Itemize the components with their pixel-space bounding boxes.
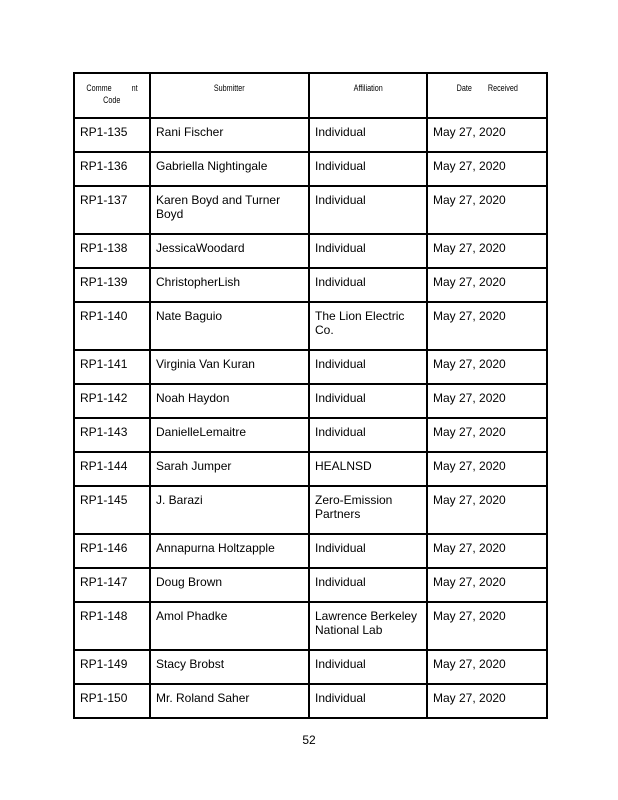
affiliation-cell: Individual xyxy=(309,186,427,234)
header-date-label: Date Received xyxy=(456,83,518,93)
comment-code-cell: RP1-145 xyxy=(74,486,150,534)
date-received-cell: May 27, 2020 xyxy=(427,568,547,602)
affiliation-cell: Individual xyxy=(309,384,427,418)
submitter-cell: Annapurna Holtzapple xyxy=(150,534,309,568)
submitter-cell: Virginia Van Kuran xyxy=(150,350,309,384)
table-row xyxy=(74,118,547,152)
date-received-cell: May 27, 2020 xyxy=(427,384,547,418)
affiliation-cell: Lawrence Berkeley National Lab xyxy=(309,602,427,650)
header-submitter xyxy=(150,73,309,118)
header-comment-code xyxy=(74,73,150,118)
comments-table xyxy=(73,72,548,719)
comment-code-cell: RP1-146 xyxy=(74,534,150,568)
header-submitter-label: Submitter xyxy=(214,83,245,93)
submitter-cell: Mr. Roland Saher xyxy=(150,684,309,718)
comment-code-cell: RP1-141 xyxy=(74,350,150,384)
affiliation-cell: Individual xyxy=(309,118,427,152)
affiliation-cell: Zero-Emission Partners xyxy=(309,486,427,534)
table-row xyxy=(74,684,547,718)
submitter-cell: DanielleLemaitre xyxy=(150,418,309,452)
submitter-cell: Noah Haydon xyxy=(150,384,309,418)
table-row xyxy=(74,152,547,186)
comment-code-cell: RP1-147 xyxy=(74,568,150,602)
affiliation-cell: Individual xyxy=(309,568,427,602)
comment-code-cell: RP1-135 xyxy=(74,118,150,152)
table-row xyxy=(74,418,547,452)
table-row xyxy=(74,650,547,684)
date-received-cell: May 27, 2020 xyxy=(427,302,547,350)
affiliation-cell: Individual xyxy=(309,234,427,268)
table-row xyxy=(74,568,547,602)
affiliation-cell: Individual xyxy=(309,650,427,684)
date-received-cell: May 27, 2020 xyxy=(427,684,547,718)
date-received-cell: May 27, 2020 xyxy=(427,118,547,152)
date-received-cell: May 27, 2020 xyxy=(427,650,547,684)
table-row xyxy=(74,186,547,234)
table-row xyxy=(74,234,547,268)
submitter-cell: Karen Boyd and Turner Boyd xyxy=(150,186,309,234)
submitter-cell: Stacy Brobst xyxy=(150,650,309,684)
comment-code-cell: RP1-149 xyxy=(74,650,150,684)
table-row xyxy=(74,350,547,384)
affiliation-cell: HEALNSD xyxy=(309,452,427,486)
comment-code-cell: RP1-138 xyxy=(74,234,150,268)
header-affiliation xyxy=(309,73,427,118)
date-received-cell: May 27, 2020 xyxy=(427,234,547,268)
comment-code-cell: RP1-140 xyxy=(74,302,150,350)
submitter-cell: JessicaWoodard xyxy=(150,234,309,268)
comment-code-cell: RP1-148 xyxy=(74,602,150,650)
comment-code-cell: RP1-136 xyxy=(74,152,150,186)
comment-code-cell: RP1-150 xyxy=(74,684,150,718)
comment-code-cell: RP1-139 xyxy=(74,268,150,302)
date-received-cell: May 27, 2020 xyxy=(427,602,547,650)
date-received-cell: May 27, 2020 xyxy=(427,486,547,534)
submitter-cell: Amol Phadke xyxy=(150,602,309,650)
affiliation-cell: The Lion Electric Co. xyxy=(309,302,427,350)
table-row xyxy=(74,486,547,534)
table-row xyxy=(74,384,547,418)
affiliation-cell: Individual xyxy=(309,152,427,186)
table-row xyxy=(74,534,547,568)
submitter-cell: Nate Baguio xyxy=(150,302,309,350)
header-affiliation-label: Affiliation xyxy=(353,83,383,93)
header-code-line1: Comme nt xyxy=(86,83,138,93)
date-received-cell: May 27, 2020 xyxy=(427,268,547,302)
date-received-cell: May 27, 2020 xyxy=(427,186,547,234)
affiliation-cell: Individual xyxy=(309,350,427,384)
affiliation-cell: Individual xyxy=(309,418,427,452)
comment-code-cell: RP1-144 xyxy=(74,452,150,486)
submitter-cell: J. Barazi xyxy=(150,486,309,534)
comment-code-cell: RP1-143 xyxy=(74,418,150,452)
date-received-cell: May 27, 2020 xyxy=(427,152,547,186)
header-row xyxy=(74,73,547,118)
table-row xyxy=(74,302,547,350)
affiliation-cell: Individual xyxy=(309,268,427,302)
affiliation-cell: Individual xyxy=(309,534,427,568)
table-row xyxy=(74,602,547,650)
table-row xyxy=(74,268,547,302)
submitter-cell: Rani Fischer xyxy=(150,118,309,152)
comment-code-cell: RP1-142 xyxy=(74,384,150,418)
date-received-cell: May 27, 2020 xyxy=(427,418,547,452)
header-date-received xyxy=(427,73,547,118)
submitter-cell: ChristopherLish xyxy=(150,268,309,302)
header-code-line2: Code xyxy=(103,95,121,105)
table-row xyxy=(74,452,547,486)
submitter-cell: Sarah Jumper xyxy=(150,452,309,486)
page-number: 52 xyxy=(302,733,316,747)
date-received-cell: May 27, 2020 xyxy=(427,452,547,486)
date-received-cell: May 27, 2020 xyxy=(427,350,547,384)
submitter-cell: Gabriella Nightingale xyxy=(150,152,309,186)
comment-code-cell: RP1-137 xyxy=(74,186,150,234)
submitter-cell: Doug Brown xyxy=(150,568,309,602)
affiliation-cell: Individual xyxy=(309,684,427,718)
date-received-cell: May 27, 2020 xyxy=(427,534,547,568)
